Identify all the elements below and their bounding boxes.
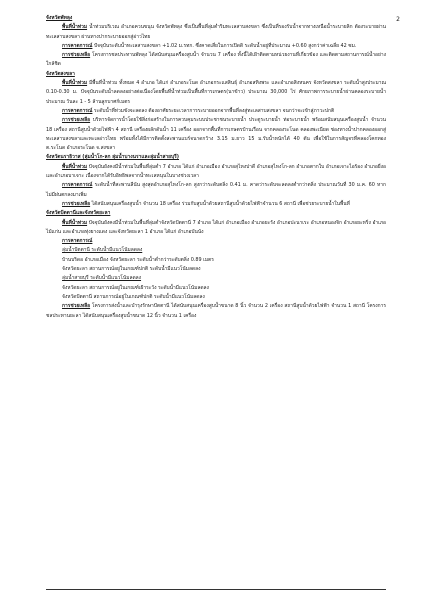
paragraph	[46, 116, 386, 153]
paragraph-text: ปัจจุบันยังคงมีน้ำท่วมในพื้นที่ลุ่มต่ำจังหวัดปัตตานี 7 อำเภอ ได้แก่ อำเภอเมือง อำเภอยะรัง อำเภอปะนาเระ อำเภอหนองจิก อำเภอยะหริ่ง อำเภอไม้แก่น และอำเภอทุ่งยางแดง และจังหวัดยะลา 1 อำเภอ ได้แก่ อำเภอบันนัง	[46, 219, 386, 235]
paragraph-label: การช่วยเหลือ	[62, 303, 91, 310]
paragraph-label: การคาดการณ์	[62, 107, 93, 114]
paragraph	[46, 79, 386, 107]
paragraph-text: ปัจจุบันยังคงมีน้ำท่วมในพื้นที่ลุ่มต่ำ 7 อำเภอ ได้แก่ อำเภอเมือง อำเภอสุไหงปาดี อำเภอสุไหงโก-ลก อำเภอตากใบ อำเภอเจาะไอร้อง อำเภอยี่งอ และอำเภอบาเจาะ เนื่องจากได้รับอิทธิพลจากน้ำทะเลหนุนในบางช่วงเวลา	[46, 163, 386, 180]
section-pattani-yala	[46, 209, 386, 321]
page-number: 2	[396, 16, 400, 23]
paragraph-label: พื้นที่น้ำท่วม	[62, 163, 88, 170]
basin-line: บ้านบริดอ อำเภอเมือง จังหวัดยะลา ระดับน้ำต่ำกว่าระดับตลิ่ง 0.89 เมตร	[62, 256, 214, 263]
paragraph	[46, 51, 386, 70]
paragraph-text: ปัจจุบันระดับน้ำทะเลสาบสงขลา +1.02 ม.รทก. ซึ่งคาดเสี่ยในการเปิดดิ ระดับน้ำอยู่ที่ประมาณ +0.60 สูงกว่าค่าเฉลี่ย 42 ซม.	[92, 42, 357, 49]
paragraph	[46, 181, 386, 200]
paragraph-label: การช่วยเหลือ	[62, 200, 91, 207]
section-narathiwat	[46, 153, 386, 209]
paragraph-text: ได้สนับสนุนเครื่องสูบน้ำ จำนวน 18 เครื่อง ร่วมกับสูบน้ำด้วยสถานีสูบน้ำด้วยไฟฟ้าจำนวน 6 สถานี เพื่อช่วยระบายน้ำในพื้นที่	[90, 200, 350, 207]
paragraph-text: ระดับน้ำที่ท่วมขังจะลดลง ต้องอาศัยระยะเวลาการระบายออกจากพื้นที่ลงสู่ทะเลสาบสงขลา จนกว่าจะเข้าสู่ภาวะปกติ	[92, 107, 335, 114]
paragraph-text: บริหารจัดการน้ำโดยใช้สิ่งก่อสร้างในการควบคุมระบบประชาชนระบายน้ำ ประตูระบายน้ำ ท่อระบายน้ำ พร้อมสนับสนุนเครื่องสูบน้ำ จำนวน 18 เครื่อง สถานีสูบน้ำด้วยไฟฟ้า 4 สถานี เครื่องผลักดันน้ำ 11 เครื่อง ออกจากพื้นที่การเกษตรบ้านเรือน จากคลองระโนด คลองพะเนียด ช่องทางน้ำปากคลองออกสู่ทะเลสาบสงขลาและทะเลอ่าวไทย พร้อมทั้งได้มีการติดตั้งสะพานแบร์จนาดกว้าง 3.15 ม.ยาว 15 ม.รับน้ำหนักได้ 40 ตัน เพื่อใช้ในการสัญจรที่คลองโคกทอง ต.ระโนด อำเภอระโนด จ.สงขลา	[46, 117, 386, 152]
paragraph	[46, 237, 386, 246]
basin-line: จังหวัดยะลา สถานการณ์อยู่ในเกณฑ์ปกติ ระดับน้ำมีแนวโน้มลดลง	[62, 266, 201, 273]
paragraph-text: โครงการชลประทานพัทลุง ได้สนับสนุนเครื่องสูบน้ำ จำนวน 7 เครื่อง ทั้งนี้ได้เฝ้าติดตามหน่วยงานที่เกี่ยวข้อง และติดตามสถานการณ์น้ำอย่างใกล้ชิด	[46, 52, 386, 68]
basin-heading: ลุ่มน้ำสายบุรี ระดับน้ำมีแนวโน้มลดลง	[62, 275, 142, 282]
paragraph-text: ระดับน้ำที่สะพานลีนัน สูงสุดอำเภอสุไหงโก-ลก สูงกว่าระดับตลิ่ง 0.41 ม. คาดว่าระดับจะลดลงต่ำกว่าตลิ่ง ประมาณวันที่ 30 ม.ค. 60 หากไม่มีฝนตกลงมาเพิ่ม	[46, 182, 386, 198]
paragraph	[46, 23, 386, 42]
paragraph	[46, 200, 386, 209]
paragraph-label: พื้นที่น้ำท่วม	[62, 80, 88, 87]
paragraph-label: การคาดการณ์	[62, 238, 93, 245]
footer-divider	[46, 589, 386, 590]
paragraph-text: โครงการส่งน้ำและบำรุงรักษาปัตตานี ได้สนับสนุนเครื่องสูบน้ำขนาด 8 นิ้ว จำนวน 2 เครื่อง สถานีสูบน้ำด้วยไฟฟ้า จำนวน 1 สถานี โครงการชลประทานยะลา ได้สนับสนุนเครื่องสูบน้ำขนาด 12 นิ้ว จำนวน 1 เครื่อง	[46, 303, 386, 319]
paragraph	[46, 219, 386, 238]
section-heading: จังหวัดสงขลา	[46, 70, 75, 77]
basin-line: จังหวัดยะลา สถานการณ์อยู่ในเกณฑ์เฝ้าระวัง ระดับน้ำมีแนวโน้มลดลง	[62, 284, 209, 291]
paragraph-label: พื้นที่น้ำท่วม	[62, 219, 88, 226]
paragraph-label: การช่วยเหลือ	[62, 52, 91, 59]
paragraph-text: น้ำท่วมบริเวณ อำเภอควนขนุน จังหวัดพัทลุง ซึ่งเป็นพื้นที่ลุ่มต่ำริมทะเลสาบสงขลา ซึ่งเป็นที่รองรับน้ำจากทางเหนือน้ำระบายลิก ต้องระบายผ่านทะเลสาบสงขลา ผ่านทางปากระบายออกสู่อ่าวไทย	[46, 24, 386, 40]
paragraph-label: การคาดการณ์	[62, 182, 93, 189]
section-heading: จังหวัดนราธิวาส (ลุ่มน้ำโก-ลก ลุ่มน้ำบางนราและลุ่มน้ำสายบุรี)	[46, 154, 180, 161]
paragraph	[46, 302, 386, 321]
paragraph-label: พื้นที่น้ำท่วม	[62, 24, 88, 31]
section-phatthalung	[46, 14, 386, 70]
paragraph-text: มีพื้นที่น้ำท่วม ทั้งหมด 4 อำเภอ ได้แก่ อำเภอระโนด อำเภอกระแสสินธุ์ อำเภอสทิงพระ และอำเภอสิงหนคร จังหวัดสงขลา ระดับน้ำสูงประมาณ 0.10-0.30 ม. ปัจจุบันระดับน้ำลดลงอย่างต่อเนื่องโดยพื้นที่น้ำท่วมเป็นพื้นที่การเกษตร(นาข้าว) ประมาณ 30,000 ไร่ ศักยภาพการระบายน้ำผ่านคลองระบายน้ำ ประมาณ วันละ 1 - 5 ล้านลูกบาศก์เมตร	[46, 80, 386, 105]
paragraph-label: การช่วยเหลือ	[62, 117, 91, 124]
section-heading: จังหวัดปัตตานีและจังหวัดยะลา	[46, 210, 111, 217]
section-songkhla	[46, 70, 386, 154]
paragraph	[46, 163, 386, 182]
section-heading: จังหวัดพัทลุง	[46, 15, 73, 21]
paragraph	[46, 107, 386, 116]
basin-line: จังหวัดปัตตานี สถานการณ์อยู่ในเกณฑ์ปกติ ระดับน้ำมีแนวโน้มลดลง	[62, 293, 205, 300]
paragraph	[46, 42, 386, 51]
paragraph-label: การคาดการณ์	[62, 42, 93, 49]
basin-heading: ลุ่มน้ำปัตตานี ระดับน้ำมีแนวโน้มลดลง	[62, 247, 143, 254]
